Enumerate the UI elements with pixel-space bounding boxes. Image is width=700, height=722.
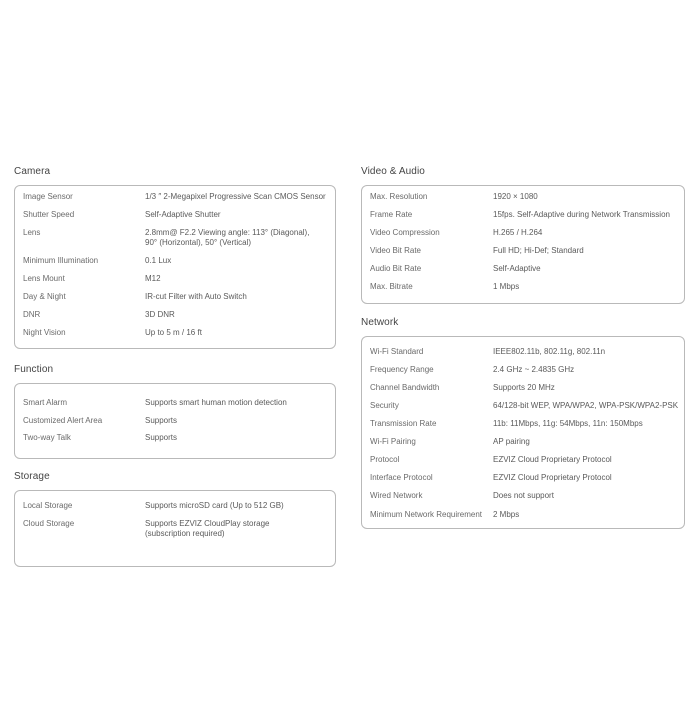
- spec-row: [15, 292, 335, 310]
- network-title: Network: [361, 317, 399, 328]
- spec-row: [15, 310, 335, 328]
- spec-key: Frequency Range: [370, 365, 434, 374]
- storage-section: [14, 470, 336, 567]
- spec-key: Max. Resolution: [370, 192, 428, 201]
- spec-key: Lens Mount: [23, 274, 65, 283]
- camera-title: Camera: [14, 166, 51, 177]
- spec-row: [362, 192, 684, 210]
- spec-key: Max. Bitrate: [370, 282, 413, 291]
- spec-value: 3D DNR: [145, 310, 175, 319]
- spec-key: Video Compression: [370, 228, 440, 237]
- spec-row: [362, 246, 684, 264]
- spec-row: [15, 192, 335, 210]
- network-section: [361, 316, 685, 529]
- function-spec-box: [14, 383, 336, 459]
- function-section: [14, 363, 336, 459]
- spec-value: AP pairing: [493, 437, 530, 446]
- spec-value: 1/3 ″ 2-Megapixel Progressive Scan CMOS Sensor: [145, 192, 326, 201]
- spec-row: [362, 419, 684, 437]
- spec-value: Self-Adaptive Shutter: [145, 210, 221, 219]
- spec-value: 1920 × 1080: [493, 192, 538, 201]
- spec-key: Video Bit Rate: [370, 246, 421, 255]
- function-title: Function: [14, 364, 54, 375]
- spec-key: Day & Night: [23, 292, 66, 301]
- spec-value: 0.1 Lux: [145, 256, 172, 265]
- spec-key: Customized Alert Area: [23, 416, 103, 425]
- spec-key: Smart Alarm: [23, 398, 68, 407]
- spec-key: Frame Rate: [370, 210, 413, 219]
- spec-row: [362, 401, 684, 419]
- spec-key: DNR: [23, 310, 41, 319]
- spec-value: Does not support: [493, 491, 554, 500]
- spec-row: [15, 433, 335, 450]
- spec-key: Shutter Speed: [23, 210, 75, 219]
- camera-section: [14, 165, 336, 349]
- spec-key: Wired Network: [370, 491, 423, 500]
- spec-key: Interface Protocol: [370, 473, 433, 482]
- spec-value: Full HD; Hi-Def; Standard: [493, 246, 584, 255]
- spec-row: [362, 365, 684, 383]
- spec-key: Minimum Network Requirement: [370, 510, 483, 519]
- spec-value: 1 Mbps: [493, 282, 520, 291]
- storage-spec-box: [14, 490, 336, 567]
- spec-value: H.265 / H.264: [493, 228, 543, 237]
- spec-value: IR-cut Filter with Auto Switch: [145, 292, 247, 301]
- spec-key: Channel Bandwidth: [370, 383, 440, 392]
- spec-key: Image Sensor: [23, 192, 73, 201]
- spec-row: [362, 510, 684, 528]
- spec-row: [362, 383, 684, 401]
- spec-value: IEEE802.11b, 802.11g, 802.11n: [493, 347, 606, 356]
- spec-key: Audio Bit Rate: [370, 264, 422, 273]
- spec-key: Night Vision: [23, 328, 66, 337]
- camera-spec-box: [14, 185, 336, 349]
- spec-value: EZVIZ Cloud Proprietary Protocol: [493, 455, 612, 464]
- spec-row: [15, 256, 335, 274]
- spec-row: [362, 437, 684, 455]
- spec-row: [362, 473, 684, 491]
- spec-key: Minimum Illumination: [23, 256, 99, 265]
- spec-value: Supports EZVIZ CloudPlay storage (subscription required): [145, 519, 270, 538]
- video-audio-spec-box: [361, 185, 685, 304]
- spec-value: EZVIZ Cloud Proprietary Protocol: [493, 473, 612, 482]
- spec-value: 15fps. Self-Adaptive during Network Transmission: [493, 210, 670, 219]
- spec-key: Security: [370, 401, 399, 410]
- spec-row: [15, 210, 335, 228]
- spec-key: Wi-Fi Pairing: [370, 437, 416, 446]
- spec-value: 11b: 11Mbps, 11g: 54Mbps, 11n: 150Mbps: [493, 419, 643, 428]
- spec-value: Supports smart human motion detection: [145, 398, 287, 407]
- spec-value: 2 Mbps: [493, 510, 520, 519]
- video-audio-section: [361, 165, 685, 304]
- network-spec-box: [361, 336, 685, 529]
- spec-value: Up to 5 m / 16 ft: [145, 328, 202, 337]
- spec-key: Cloud Storage: [23, 519, 75, 528]
- spec-row: [15, 228, 335, 256]
- storage-title: Storage: [14, 471, 50, 482]
- spec-value: 2.4 GHz ~ 2.4835 GHz: [493, 365, 575, 374]
- spec-row: [15, 398, 335, 416]
- spec-row: [362, 455, 684, 473]
- spec-value: 64/128-bit WEP, WPA/WPA2, WPA-PSK/WPA2-PSK: [493, 401, 679, 410]
- spec-key: Local Storage: [23, 501, 73, 510]
- video-audio-title: Video & Audio: [361, 166, 425, 177]
- spec-row: [362, 347, 684, 365]
- spec-row: [15, 416, 335, 433]
- spec-value: Supports microSD card (Up to 512 GB): [145, 501, 284, 510]
- spec-value: Supports 20 MHz: [493, 383, 555, 392]
- spec-key: Lens: [23, 228, 41, 237]
- spec-row: [362, 491, 684, 510]
- spec-value: Self-Adaptive: [493, 264, 541, 273]
- spec-value: Supports: [145, 416, 178, 425]
- spec-row: [15, 328, 335, 346]
- spec-row: [15, 274, 335, 292]
- spec-key: Two-way Talk: [23, 433, 71, 442]
- spec-row: [362, 210, 684, 228]
- spec-key: Protocol: [370, 455, 400, 464]
- spec-row: [15, 501, 335, 519]
- spec-row: [362, 264, 684, 282]
- spec-row: [362, 282, 684, 300]
- spec-row: [15, 519, 335, 547]
- spec-key: Wi-Fi Standard: [370, 347, 424, 356]
- spec-row: [362, 228, 684, 246]
- spec-value: 2.8mm@ F2.2 Viewing angle: 113° (Diagonal), 90° (Horizontal), 50° (Vertical): [145, 228, 310, 247]
- spec-value: M12: [145, 274, 161, 283]
- spec-value: Supports: [145, 433, 178, 442]
- spec-key: Transmission Rate: [370, 419, 437, 428]
